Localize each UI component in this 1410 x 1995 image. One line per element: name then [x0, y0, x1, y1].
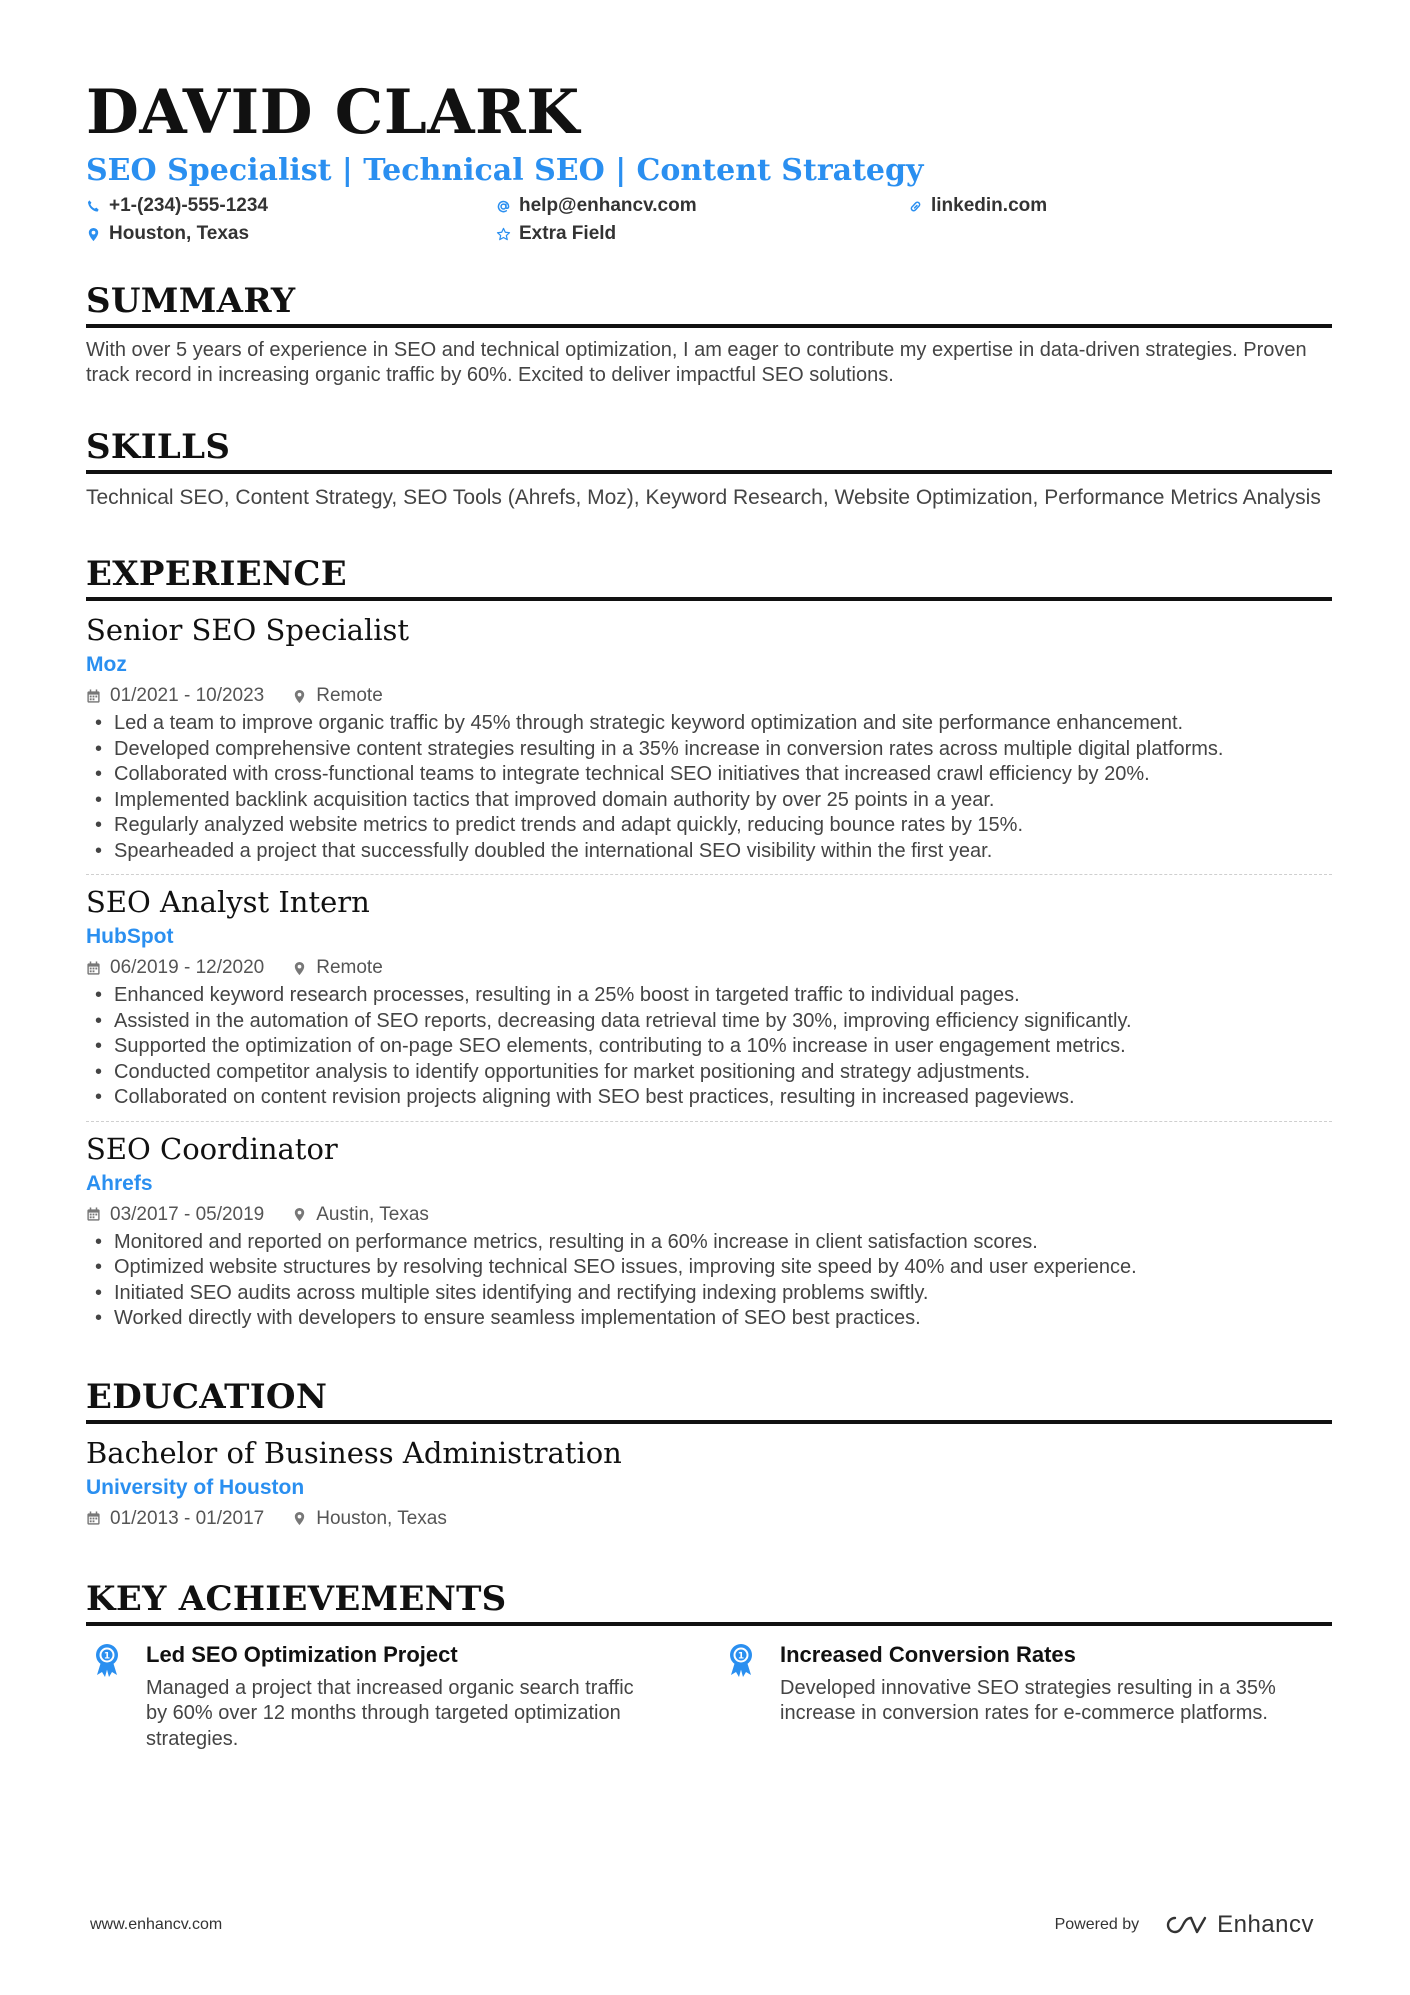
job-title: SEO Analyst Intern: [86, 885, 370, 919]
calendar-icon: [86, 1511, 101, 1526]
award-ribbon-icon: [726, 1640, 762, 1753]
calendar-icon: [86, 961, 101, 976]
job-title: SEO Coordinator: [86, 1131, 338, 1166]
job-meta: [86, 955, 1332, 981]
contact-email[interactable]: [496, 194, 908, 218]
job-bullet: • Developed comprehensive content strategies resulting in a 35% increase in conversion rates across multiple digital platforms.: [86, 737, 1332, 763]
resume-page: [86, 76, 1332, 1752]
achievement-title: Increased Conversion Rates: [780, 1641, 1076, 1667]
achievements-grid: [86, 1640, 1332, 1753]
achievement-item: [86, 1640, 726, 1753]
footer-url[interactable]: www.enhancv.com: [90, 1916, 223, 1933]
brand-text: Enhancv: [1217, 1911, 1314, 1938]
job-dates: 06/2019 - 12/2020: [110, 957, 265, 978]
education-location: [292, 1506, 447, 1532]
job-bullet: • Monitored and reported on performance metrics, resulting in a 60% increase in client satisfaction scores.: [86, 1230, 1332, 1256]
degree-title: Bachelor of Business Administration: [86, 1435, 622, 1470]
star-icon: [496, 227, 511, 242]
skills-heading: SKILLS: [86, 426, 1332, 474]
job-entry: [86, 874, 1332, 1121]
job-title: Senior SEO Specialist: [86, 613, 410, 647]
enhancv-logo-icon: [1165, 1914, 1209, 1936]
contact-info: [86, 194, 1332, 246]
link-icon: [908, 199, 923, 214]
contact-linkedin[interactable]: [908, 194, 1208, 218]
job-bullets: [86, 711, 1332, 864]
job-bullet: • Initiated SEO audits across multiple sites identifying and rectifying indexing problems swiftly.: [86, 1281, 1332, 1307]
achievements-section: [86, 1578, 1332, 1753]
job-bullet: • Collaborated on content revision projects aligning with SEO best practices, resulting in increased pageviews.: [86, 1085, 1332, 1111]
experience-section: [86, 553, 1332, 1342]
resume-header: [86, 76, 1332, 246]
job-entry: [86, 611, 1332, 874]
achievement-text: Developed innovative SEO strategies resulting in a 35% increase in conversion rates for e-commerce platforms.: [780, 1676, 1276, 1724]
powered-by-label: Powered by: [1054, 1916, 1140, 1933]
job-bullet: • Optimized website structures by resolving technical SEO issues, improving site speed by 40% and user experience.: [86, 1255, 1332, 1281]
achievement-text: Managed a project that increased organic search traffic by 60% over 12 months through targeted optimization strategies.: [146, 1676, 634, 1750]
job-location: [292, 683, 383, 709]
job-bullets: [86, 983, 1332, 1111]
award-ribbon-icon: [92, 1640, 128, 1753]
achievement-item: [726, 1640, 1332, 1753]
contact-location: [86, 222, 496, 246]
location-pin-icon: [292, 961, 307, 976]
page-footer: [90, 1910, 1314, 1940]
job-meta: [86, 683, 1332, 709]
location-pin-icon: [86, 227, 101, 242]
job-bullet: • Collaborated with cross-functional teams to integrate technical SEO initiatives that increased crawl efficiency by 20%.: [86, 762, 1332, 788]
education-location-text: Houston, Texas: [316, 1507, 447, 1529]
location-text: Houston, Texas: [109, 223, 250, 244]
job-bullets: [86, 1230, 1332, 1332]
location-pin-icon: [292, 1511, 307, 1526]
at-icon: [496, 199, 511, 214]
education-meta: [86, 1506, 1332, 1532]
job-bullet: • Led a team to improve organic traffic by 45% through strategic keyword optimization and site performance enhancement.: [86, 711, 1332, 737]
education-section: [86, 1376, 1332, 1532]
candidate-name: DAVID CLARK: [86, 77, 580, 148]
job-location-text: Remote: [316, 685, 383, 706]
job-location: [292, 1202, 429, 1228]
job-location-text: Austin, Texas: [316, 1203, 429, 1225]
job-meta: [86, 1202, 1332, 1228]
job-entry: [86, 1121, 1332, 1342]
job-location: [292, 955, 383, 981]
summary-section: [86, 280, 1332, 388]
education-heading: EDUCATION: [86, 1376, 1332, 1424]
job-bullet: • Regularly analyzed website metrics to predict trends and adapt quickly, reducing bounce rates by 15%.: [86, 813, 1332, 839]
svg-text:1: 1: [737, 1651, 745, 1661]
job-bullet: • Supported the optimization of on-page SEO elements, contributing to a 10% increase in user engagement metrics.: [86, 1034, 1332, 1060]
contact-extra: [496, 222, 908, 246]
linkedin-text: linkedin.com: [931, 195, 1048, 216]
job-company: HubSpot: [86, 925, 174, 948]
job-company: Ahrefs: [86, 1171, 153, 1195]
school-name: University of Houston: [86, 1475, 305, 1499]
job-bullet: • Worked directly with developers to ensure seamless implementation of SEO best practices.: [86, 1306, 1332, 1332]
extra-text: Extra Field: [519, 223, 617, 244]
job-company: Moz: [86, 653, 127, 676]
phone-text: +1-(234)-555-1234: [109, 195, 268, 216]
skills-section: [86, 426, 1332, 511]
experience-heading: EXPERIENCE: [86, 553, 1332, 601]
summary-text: With over 5 years of experience in SEO and technical optimization, I am eager to contribute my expertise in data-driven strategies. Proven track record in increasing organic traffic by 60%. Excited to deliver impactful SEO solutions.: [86, 339, 1307, 386]
achievements-heading: KEY ACHIEVEMENTS: [86, 1578, 1332, 1626]
location-pin-icon: [292, 1207, 307, 1222]
contact-phone[interactable]: [86, 194, 496, 218]
job-dates: 01/2021 - 10/2023: [110, 685, 265, 706]
powered-by: [1055, 1911, 1314, 1939]
summary-heading: SUMMARY: [86, 280, 1332, 328]
job-bullet: • Enhanced keyword research processes, resulting in a 25% boost in targeted traffic to individual pages.: [86, 983, 1332, 1009]
job-location-text: Remote: [316, 957, 383, 978]
education-dates: 01/2013 - 01/2017: [110, 1507, 265, 1529]
job-bullet: • Spearheaded a project that successfully doubled the international SEO visibility within the first year.: [86, 839, 1332, 865]
location-pin-icon: [292, 689, 307, 704]
job-bullet: • Assisted in the automation of SEO reports, decreasing data retrieval time by 30%, improving efficiency significantly.: [86, 1009, 1332, 1035]
skills-text: Technical SEO, Content Strategy, SEO Tools (Ahrefs, Moz), Keyword Research, Website Optimization, Performance Metrics Analysis: [86, 486, 1321, 509]
job-dates: 03/2017 - 05/2019: [110, 1203, 265, 1225]
svg-text:1: 1: [103, 1651, 111, 1661]
achievement-title: Led SEO Optimization Project: [146, 1641, 458, 1667]
candidate-headline: SEO Specialist | Technical SEO | Content Strategy: [86, 153, 924, 188]
job-bullet: • Implemented backlink acquisition tactics that improved domain authority by over 25 points in a year.: [86, 788, 1332, 814]
email-text: help@enhancv.com: [519, 195, 697, 216]
calendar-icon: [86, 689, 101, 704]
job-bullet: • Conducted competitor analysis to identify opportunities for market positioning and strategy adjustments.: [86, 1060, 1332, 1086]
enhancv-logo[interactable]: [1165, 1911, 1314, 1939]
calendar-icon: [86, 1207, 101, 1222]
phone-icon: [86, 199, 101, 214]
